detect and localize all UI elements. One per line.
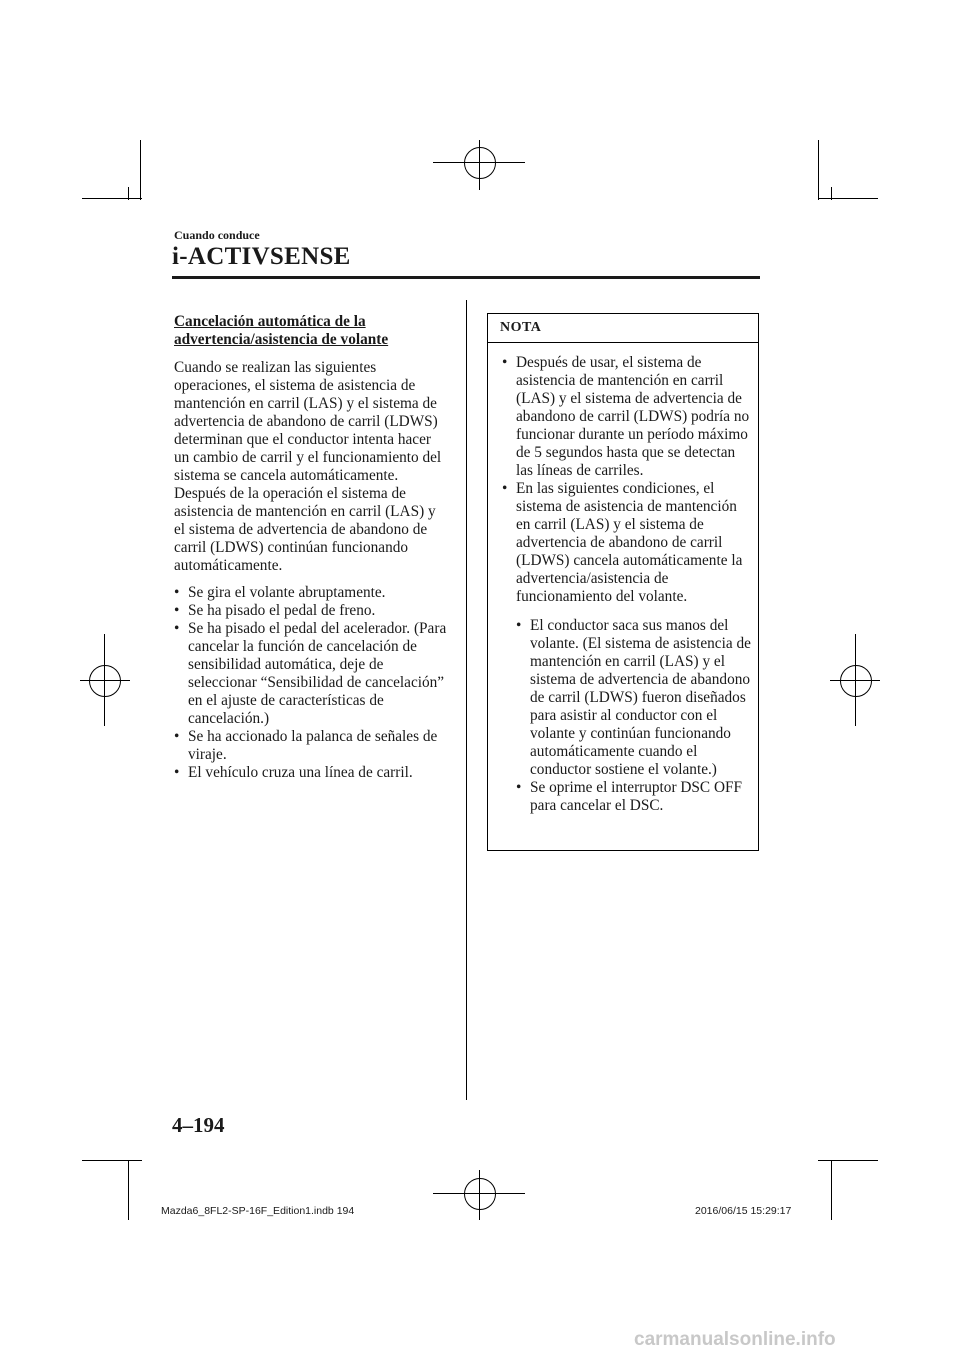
- list-item: [174, 764, 450, 782]
- list-item-text: Se gira el volante abruptamente.: [188, 584, 386, 601]
- bullet-icon: •: [174, 620, 180, 637]
- note-item: [502, 354, 752, 480]
- note-item-text: En las siguientes condiciones, el sistema de asistencia de mantención en carril (LAS) y el sistema de advertencia de abandono de carril (LDWS) cancela automáticamente la advertencia/asistencia de funcionamiento del volante.: [516, 480, 743, 605]
- section-heading-line2: advertencia/asistencia de volante: [174, 331, 389, 348]
- header-rule: [172, 276, 760, 279]
- note-box: [487, 313, 759, 851]
- list-item: [174, 602, 450, 620]
- bullet-icon: •: [174, 602, 180, 619]
- list-item-text: Se ha accionado la palanca de señales de viraje.: [188, 728, 438, 763]
- note-item-text: Después de usar, el sistema de asistencia de mantención en carril (LAS) y el sistema de advertencia de abandono de carril (LDWS) podría no funcionar durante un período máximo de 5 segundos hasta que se detectan las líneas de carriles.: [516, 354, 750, 479]
- note-sublist: [502, 617, 752, 815]
- note-divider: [488, 342, 758, 343]
- bullet-icon: •: [502, 354, 508, 371]
- section-label: Cuando conduce: [174, 228, 260, 242]
- list-item-text: Se ha pisado el pedal de freno.: [188, 602, 376, 619]
- bullet-icon: •: [174, 584, 180, 601]
- bullet-icon: •: [502, 480, 508, 497]
- note-subitem: [516, 779, 752, 815]
- list-item: [174, 728, 450, 764]
- list-item: [174, 584, 450, 602]
- list-item: [174, 620, 450, 728]
- note-subitem: [516, 617, 752, 779]
- print-timestamp: 2016/06/15 15:29:17: [695, 1205, 792, 1217]
- column-divider: [466, 300, 467, 1100]
- chapter-title: i-ACTIVSENSE: [172, 243, 351, 270]
- bullet-icon: •: [516, 779, 522, 796]
- bullet-icon: •: [516, 617, 522, 634]
- file-info: Mazda6_8FL2-SP-16F_Edition1.indb 194: [161, 1205, 355, 1217]
- note-item: [502, 480, 752, 606]
- intro-paragraph: Cuando se realizan las siguientes operaciones, el sistema de asistencia de mantención en carril (LAS) y el sistema de advertencia de abandono de carril (LDWS) determinan que el conductor intenta hacer un cambio de carril y el funcionamiento del sistema se cancela automáticamente. Después de la operación el sistema de asistencia de mantención en carril (LAS) y el sistema de advertencia de abandono de carril (LDWS) continúan funcionando automáticamente.: [174, 359, 442, 574]
- list-item-text: El vehículo cruza una línea de carril.: [188, 764, 413, 781]
- note-title: NOTA: [500, 320, 542, 335]
- list-item-text: Se ha pisado el pedal del acelerador. (Para cancelar la función de cancelación de sensibilidad automática, deje de seleccionar “Sensibilidad de cancelación” en el ajuste de características de cancelación.): [188, 620, 447, 727]
- watermark[interactable]: carmanualsonline.info: [634, 1329, 836, 1350]
- bullet-icon: •: [174, 728, 180, 745]
- section-heading-line1: Cancelación automática de la: [174, 313, 366, 330]
- bullet-icon: •: [174, 764, 180, 781]
- page-number: 4–194: [172, 1113, 225, 1137]
- note-content: [502, 354, 752, 815]
- note-subitem-text: El conductor saca sus manos del volante. (El sistema de asistencia de mantención en carril (LAS) y el sistema de advertencia de abandono de carril (LDWS) fueron diseñados para asistir al conductor con el volante y continúan funcionando automáticamente cuando el conductor sostiene el volante.): [530, 617, 751, 778]
- section-heading: [174, 313, 450, 349]
- left-column: [174, 313, 450, 782]
- note-subitem-text: Se oprime el interruptor DSC OFF para cancelar el DSC.: [530, 779, 743, 814]
